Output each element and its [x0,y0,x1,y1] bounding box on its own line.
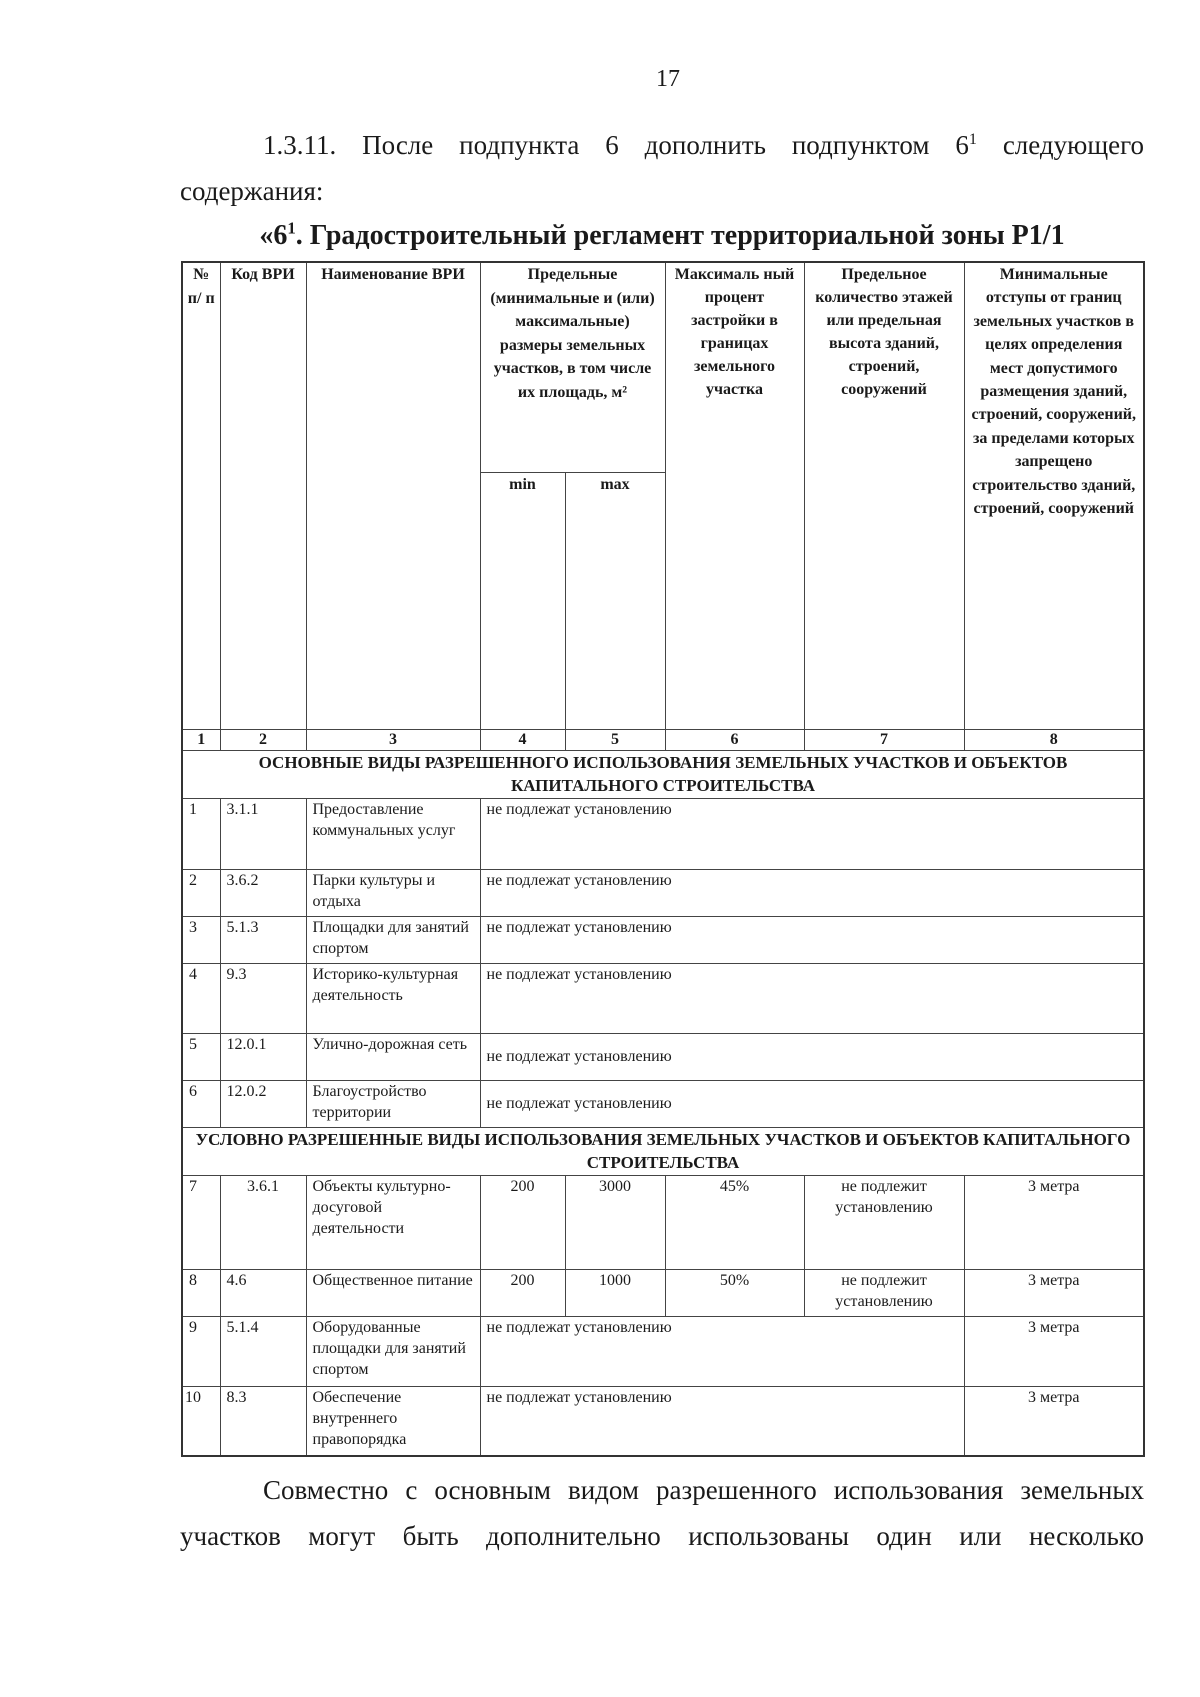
row-max: 1000 [565,1269,665,1316]
table-title [180,220,1144,252]
table-title-text: . Градостроительный регламент территориальной зоны Р1/1 [295,220,1065,251]
table-row [182,963,1144,1033]
table-row [182,1033,1144,1080]
header-min: min [480,472,565,729]
column-number: 6 [665,729,804,750]
row-value: не подлежат установлению [480,869,1144,916]
row-code: 3.6.2 [220,869,306,916]
row-code: 8.3 [220,1386,306,1456]
row-code: 12.0.1 [220,1033,306,1080]
row-num: 4 [182,963,220,1033]
row-num: 6 [182,1080,220,1127]
column-number: 8 [964,729,1144,750]
row-value: не подлежат установлению [480,1080,1144,1127]
header-area-limits: Предельные (минимальные и (или) максимальные) размеры земельных участков, в том числе их площадь, м² [480,262,665,472]
row-name: Историко-культурная деятельность [306,963,480,1033]
row-name: Общественное питание [306,1269,480,1316]
row-value: не подлежат установлению [480,798,1144,869]
table-row [182,1080,1144,1127]
row-min: 200 [480,1269,565,1316]
section-title-main: ОСНОВНЫЕ ВИДЫ РАЗРЕШЕННОГО ИСПОЛЬЗОВАНИЯ ЗЕМЕЛЬНЫХ УЧАСТКОВ И ОБЪЕКТОВ КАПИТАЛЬНОГО СТРОИТЕЛЬСТВА [182,750,1144,798]
closing-line-2: участков могут быть дополнительно использованы один или несколько [180,1521,1144,1551]
row-name: Площадки для занятий спортом [306,916,480,963]
row-code: 3.6.1 [220,1175,306,1269]
header-name: Наименование ВРИ [306,262,480,729]
header-max: max [565,472,665,729]
row-setback: 3 метра [964,1269,1144,1316]
row-code: 4.6 [220,1269,306,1316]
header-code: Код ВРИ [220,262,306,729]
row-num: 8 [182,1269,220,1316]
row-num: 7 [182,1175,220,1269]
column-numbers-row [182,729,1144,750]
row-num: 3 [182,916,220,963]
table-row [182,1316,1144,1386]
row-name: Парки культуры и отдыха [306,869,480,916]
table-row [182,916,1144,963]
row-num: 10 [182,1386,220,1456]
row-setback: 3 метра [964,1175,1144,1269]
row-name: Оборудованные площадки для занятий спортом [306,1316,480,1386]
column-number: 1 [182,729,220,750]
header-num: № п/ п [182,262,220,729]
column-number: 5 [565,729,665,750]
amendment-superscript: 1 [968,130,977,148]
header-row-top [182,262,1144,472]
section-header-conditional [182,1127,1144,1175]
row-percent: 45% [665,1175,804,1269]
row-name: Улично-дорожная сеть [306,1033,480,1080]
page-number: 17 [656,66,680,92]
row-num: 9 [182,1316,220,1386]
table-title-superscript: 1 [287,218,296,238]
amendment-paragraph [180,122,1144,214]
row-num: 1 [182,798,220,869]
header-max-percent: Максималь ный процент застройки в границах земельного участка [665,262,804,729]
column-number: 3 [306,729,480,750]
row-code: 5.1.4 [220,1316,306,1386]
column-number: 7 [804,729,964,750]
column-number: 2 [220,729,306,750]
row-max: 3000 [565,1175,665,1269]
header-floors: Предельное количество этажей или предельная высота зданий, строений, сооружений [804,262,964,729]
section-title-conditional: УСЛОВНО РАЗРЕШЕННЫЕ ВИДЫ ИСПОЛЬЗОВАНИЯ ЗЕМЕЛЬНЫХ УЧАСТКОВ И ОБЪЕКТОВ КАПИТАЛЬНОГО СТРОИТЕЛЬСТВА [182,1127,1144,1175]
table-row [182,798,1144,869]
row-code: 12.0.2 [220,1080,306,1127]
closing-paragraph [180,1467,1144,1559]
row-name: Благоустройство территории [306,1080,480,1127]
header-setbacks: Минимальные отступы от границ земельных участков в целях определения мест допустимого размещения зданий, строений, сооружений, за пределами которых запрещено строительство зданий, строений, сооружений [964,262,1144,729]
row-code: 3.1.1 [220,798,306,869]
row-name: Объекты культурно-досуговой деятельности [306,1175,480,1269]
table-title-prefix: «6 [259,220,288,251]
table-row [182,1175,1144,1269]
section-header-main [182,750,1144,798]
row-min: 200 [480,1175,565,1269]
table-row [182,869,1144,916]
zoning-regulations-table [181,261,1145,1457]
row-percent: 50% [665,1269,804,1316]
row-code: 5.1.3 [220,916,306,963]
row-name: Предоставление коммунальных услуг [306,798,480,869]
column-number: 4 [480,729,565,750]
row-setback: 3 метра [964,1386,1144,1456]
amendment-text-before: 1.3.11. После подпункта 6 дополнить подпунктом 6 [263,130,969,160]
row-value: не подлежат установлению [480,1316,964,1386]
row-value: не подлежат установлению [480,916,1144,963]
row-value: не подлежат установлению [480,1386,964,1456]
row-value: не подлежат установлению [480,963,1144,1033]
row-floors: не подлежит установлению [804,1175,964,1269]
table-row [182,1386,1144,1456]
table-row [182,1269,1144,1316]
row-num: 2 [182,869,220,916]
row-value: не подлежат установлению [480,1033,1144,1080]
row-floors: не подлежит установлению [804,1269,964,1316]
row-code: 9.3 [220,963,306,1033]
row-num: 5 [182,1033,220,1080]
row-setback: 3 метра [964,1316,1144,1386]
closing-line-1: Совместно с основным видом разрешенного использования земельных [263,1475,1144,1505]
amendment-text-after: следующего содержания: [180,130,1144,206]
row-name: Обеспечение внутреннего правопорядка [306,1386,480,1456]
